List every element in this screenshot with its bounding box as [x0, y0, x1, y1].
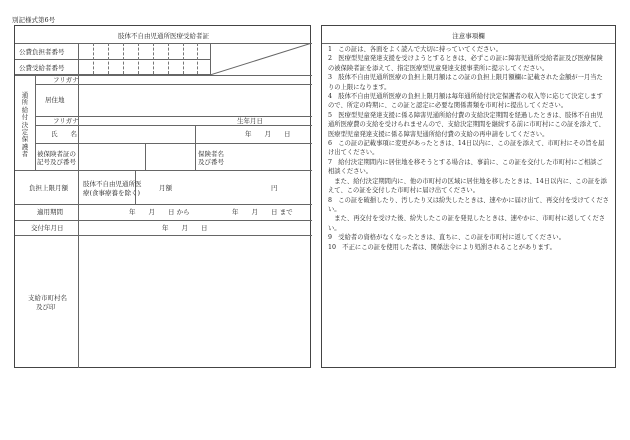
notes-panel — [321, 25, 616, 368]
municipality-label-2: 及び印 — [36, 303, 56, 311]
guardian-section-label: 通所給付決定保護者 — [21, 91, 29, 159]
note-item: 4 肢体不自由児通所医療の負担上限月額は毎年通所給付決定保護者の収入等に応じて決定しますので、所定の時期に、この証と認定に必要な関係書類を市町村に提出してください。 — [328, 93, 603, 110]
note-item: 9 受給者の資格がなくなったときは、直ちに、この証を市町村に返してください。 — [328, 234, 565, 242]
note-item: 2 医療型児童発達支援を受けようとするときは、必ずこの証に障害児通所受給者証及び医療保険の被保険者証を添えて、指定医療型児童発達支援事業所に提示してください。 — [328, 55, 603, 72]
dob-label: 生年月日 — [237, 117, 263, 125]
note-item: 5 医療型児童発達支援に係る障害児通所給付費の支給決定期間を経過したときは、肢体不自由児通所医療費の支給を受けられませんので、支給決定期間を継続する前に市町村にこの証を添えて、医療型児童発達支援に係る障害児通所給付費の支給の再申請をしてください。 — [328, 111, 605, 138]
certificate-panel — [14, 25, 311, 368]
insurer-label-2: 及び番号 — [198, 158, 224, 166]
monthly-label: 月額 — [159, 184, 172, 192]
insurance-card-label-2: 記号及び番号 — [37, 158, 76, 166]
issue-date-value: 年 月 日 — [162, 224, 208, 232]
period-to: 年 月 日 まで — [232, 208, 293, 216]
note-item: また、再交付を受けた後、紛失したこの証を発見したときは、速やかに、市町村に返してください。 — [328, 215, 606, 232]
certificate-title: 肢体不自由児通所医療受給者証 — [118, 32, 209, 40]
insurance-card-label-1: 被保険者証の — [37, 150, 76, 158]
note-item: 6 この証の記載事項に変更があったときは、14日以内に、この証を添えて、市町村にその旨を届け出てください。 — [328, 140, 605, 157]
notes-title: 注意事項欄 — [452, 32, 485, 40]
notes-list — [328, 45, 609, 252]
note-item: また、給付決定期間内に、他の市町村の区域に居住地を移したときは、14日以内に、この証を添えて、この証を交付した市町村に届け出てください。 — [328, 177, 607, 195]
furigana-label: フリガナ — [53, 76, 79, 84]
copay-item-label-1: 肢体不自由児通所医 — [83, 180, 142, 188]
note-item: 8 この証を破損したり、汚したり又は紛失したときは、速やかに届け出て、再交付を受けてください。 — [328, 196, 609, 213]
dob-value: 年 月 日 — [245, 130, 291, 138]
copay-limit-label: 負担上限月額 — [29, 184, 68, 192]
period-label: 適用期間 — [37, 208, 63, 216]
name-label: 氏 名 — [51, 130, 77, 138]
payer-number-label: 公費負担者番号 — [19, 48, 65, 56]
diagonal-strike — [210, 43, 312, 75]
issue-date-label: 交付年月日 — [31, 224, 64, 232]
period-from: 年 月 日 から — [129, 208, 190, 216]
municipality-label-1: 支給市町村名 — [28, 294, 67, 302]
furigana-label-2: フリガナ — [53, 117, 79, 125]
address-label: 居住地 — [45, 96, 65, 104]
note-item: 1 この証は、各面をよく読んで大切に持っていてください。 — [328, 46, 503, 53]
note-item: 3 肢体不自由児通所医療の負担上限月額はこの証の負担上限月額欄に記載された金額が一月当たりの上限になります。 — [328, 74, 603, 91]
yen-label: 円 — [271, 184, 278, 192]
recipient-number-label: 公費受給者番号 — [19, 64, 65, 72]
form-number-label: 別記様式第6号 — [12, 16, 56, 24]
note-item: 7 給付決定期間内に居住地を移そうとする場合は、事前に、この証を交付した市町村にご相談ご相談ください。 — [328, 158, 603, 176]
insurer-label-1: 保険者名 — [198, 150, 224, 158]
copay-item-label-2: 療(食事療養を除く) — [83, 189, 141, 197]
note-item: 10 不正にこの証を使用した者は、関係法令により処罰されることがあります。 — [328, 243, 556, 251]
